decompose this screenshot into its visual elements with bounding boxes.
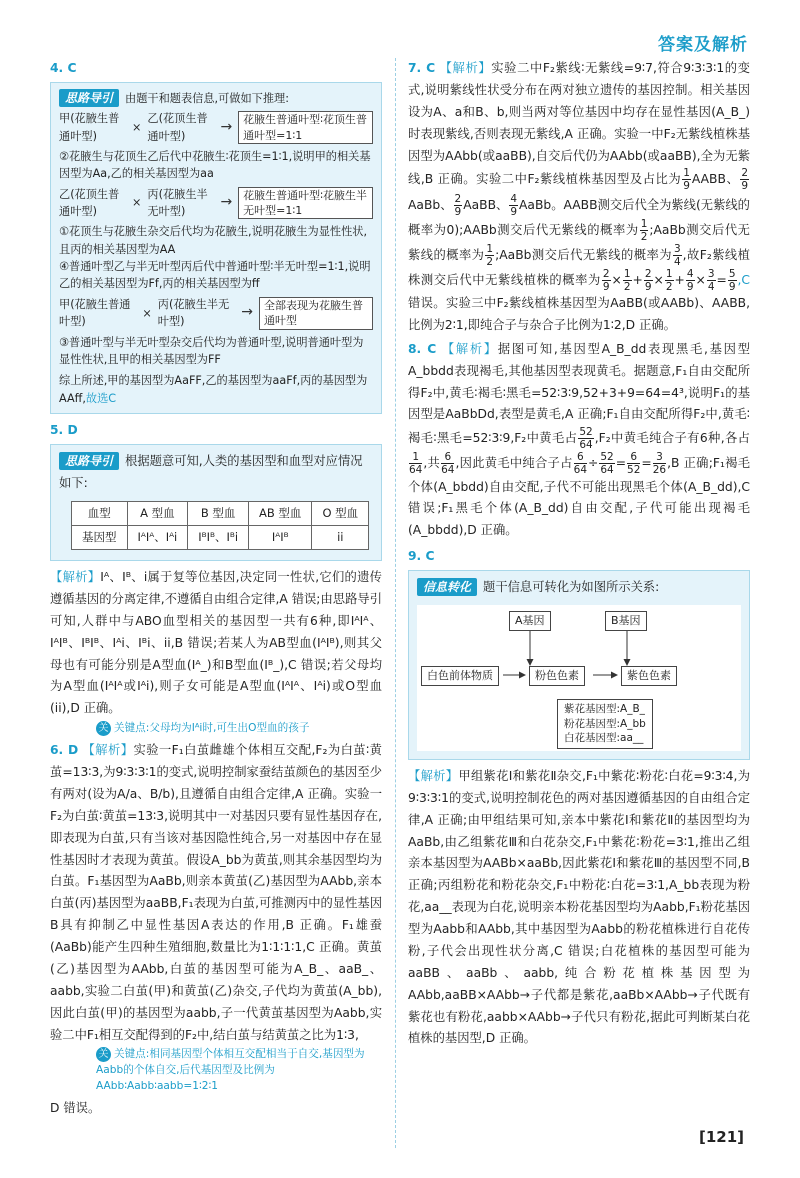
q4-step4: ④普通叶型乙与半无叶型丙后代中普通叶型∶半无叶型=1∶1,说明乙的相关基因型为Ff,丙的相关基因型为ff	[59, 260, 371, 291]
q7-text: 实验二中F₂紫线∶无紫线=9∶7,符合9∶3∶3∶1的变式,说明紫线性状受分布在两对独立遗传的基因控制。相关基因设为A、a和B、b,则当两对等位基因中均存在显性基因(A_B_)时表现紫线,否则表现无紫线,A 正确。实验一中F₂无紫线植株基因型为AAbb(或aaBB),自交后代仍为AAbb(或aaBB),全为无紫线,B 正确。实验二中F₂紫线植株基因型及占比为	[408, 61, 750, 187]
gene-a-box: A基因	[509, 611, 551, 631]
q4-cross3-p1: 甲(花腋生普通叶型)	[59, 297, 131, 329]
q7-text: ;AaBb测交后代无紫线的概率为	[495, 247, 672, 262]
q9-analysis-text: 甲组紫花Ⅰ和紫花Ⅱ杂交,F₁中紫花∶粉花∶白花=9∶3∶4,为9∶3∶3∶1的变式,说明控制花色的两对基因遵循基因的自由组合定律,A 正确;由甲组结果可知,亲本中紫花Ⅰ和紫花Ⅱ的基因型均为AaBb,由乙组紫花Ⅲ和白花杂交,F₁中紫花∶粉花=3∶1,推出乙组亲本基因型为AABb×aaBb,因此紫花Ⅰ和紫花Ⅲ的基因型不同,B 正确;丙组粉花和粉花杂交,F₁中粉花∶白花=3∶1,A_bb表现为粉花,aa__表现为白花,说明亲本粉花基因型均为Aabb,F₁粉花基因型为Aabb和AAbb,其中基因型为Aabb的粉花植株进行自花传粉,子代会出现性状分离,C 错误;白花植株的基因型可能为aaBB、aaBb、aabb,纯合粉花植株基因型为AAbb,aaBB×AAbb→子代都是紫花,aaBb×AAbb→子代既有紫花也有粉花,aabb×AAbb→子代只有粉花,据此可判断某白花植株的基因型,D 正确。	[408, 768, 750, 1046]
fraction: $\frac{2}{9}$	[602, 267, 610, 293]
q8-analysis: 8. C 【解析】据图可知,基因型A_B_dd表现黑毛,基因型A_bbdd表现褐毛,其他基因型表现黄毛。据题意,F₁自由交配所得F₂中,黄毛∶褐毛∶黑毛=52∶3∶9,52+3+9=64=4³,说明F₁的基因型是AaBbDd,表型是黄毛,A 正确;F₁自由交配所得F₂中,黄毛∶褐毛∶黑毛=52∶3∶9,F₂中黄毛占 $\frac{52}{64}$ ,F₂中黄毛纯合子有6种,各占 $\frac{1}{64}$ ,共 $\frac{6}{64}$ ,因此黄毛中纯合子占 $\frac{6}{64}$ ÷ $\frac{52}{64}$ = $\frac{6}{52}$ = $\frac{3}{26}$ ,B 正确;F₁褐毛个体(A_bbdd)自由交配,子代不可能出现黑毛个体(A_B_dd),C 错误;F₁黑毛个体(A_B_dd)自由交配,子代可能出现褐毛(A_bbdd),D 正确。	[408, 341, 750, 538]
genotype: AaBB、	[463, 197, 509, 212]
q5-analysis-text: Iᴬ、Iᴮ、i属于复等位基因,决定同一性状,它们的遗传遵循基因的分离定律,不遵循自由组合定律,A 错误;由思路导引可知,人群中与ABO血型相关的基因型一共有6种,即IᴬIᴬ、IᴬIᴮ、IᴮIᴮ、Iᴬi、Iᴮi、ii,B 错误;若某人为AB型血(IᴬIᴮ),则其父母也有可能分别是A型血(Iᴬ_)和B型血(Iᴮ_),C 错误;若父母均为A型血(IᴬIᴬ或Iᴬi),则子女可能是A型血(IᴬIᴬ、Iᴬi)或O型血(ii),D 正确。	[50, 570, 382, 716]
fraction: $\frac{1}{64}$	[409, 451, 423, 477]
q7-text: ,故F₂紫线植株测交后代中无紫线植株的概率为	[408, 247, 750, 287]
q4-guide-tag: 思路导引	[59, 89, 119, 107]
table-header-row	[72, 501, 369, 525]
key-icon: 关	[96, 721, 111, 736]
table-cell: IᴬIᴮ	[249, 525, 312, 549]
genotype: AABB、	[691, 172, 740, 187]
genotype: AaBb。	[519, 197, 564, 212]
q8-text: ,共	[423, 456, 441, 471]
q4-cross3-result: 全部表现为花腋生普通叶型	[259, 297, 373, 330]
q7-text: ,C	[737, 272, 750, 287]
q9-intro: 题干信息可转化为如图所示关系:	[483, 580, 660, 594]
q4-guide-box	[50, 82, 382, 414]
q9-number: 9. C	[408, 549, 435, 564]
q4-cross1-result: 花腋生普通叶型∶花顶生普通叶型=1∶1	[238, 111, 373, 144]
fraction: $\frac{1}{2}$	[640, 217, 648, 243]
genotype-box	[557, 699, 653, 749]
table-header: AB 型血	[249, 501, 312, 525]
blood-type-table	[71, 501, 369, 551]
q4-step2: ②花腋生与花顶生乙后代中花腋生∶花顶生=1∶1,说明甲的相关基因型为Aa,乙的相关基因型为aa	[59, 149, 371, 181]
precursor-box: 白色前体物质	[421, 666, 499, 686]
arrow-right-icon: →	[220, 118, 233, 135]
table-row	[72, 525, 369, 549]
fraction: $\frac{3}{26}$	[652, 451, 667, 477]
q4-summary: 综上所述,甲的基因型为AaFF,乙的基因型为aaFf,丙的基因型为AAff,	[59, 374, 368, 405]
q4-cross3	[59, 296, 373, 331]
q8-text: ,因此黄毛中纯合子占	[455, 456, 573, 471]
q5-keypoint	[50, 721, 382, 737]
q7-text: ;AaBb测交后代无紫线的概率为	[408, 222, 750, 262]
table-header: B 型血	[188, 501, 249, 525]
q4-cross2-result: 花腋生普通叶型∶花腋生半无叶型=1∶1	[238, 187, 373, 220]
q5-intro: 根据题意可知,人类的基因型和血型对应情况如下:	[59, 453, 363, 490]
q4-cross2-p2: 丙(花腋生半无叶型)	[147, 187, 208, 219]
q8-text: ,F₂中黄毛纯合子有6种,各占	[594, 431, 750, 446]
q4-step3: ③普通叶型与半无叶型杂交后代均为普通叶型,说明普通叶型为显性性状,且甲的相关基因型为FF	[59, 335, 364, 366]
q4-cross2	[59, 186, 373, 221]
fraction: $\frac{6}{64}$	[441, 451, 455, 477]
genotype: AaBb、	[408, 197, 453, 212]
q4-cross3-p2: 丙(花腋生半无叶型)	[157, 297, 230, 329]
q9-analysis	[408, 766, 750, 1050]
analysis-tag: 【解析】	[441, 341, 498, 356]
q4-cross2-p1: 乙(花顶生普通叶型)	[59, 187, 120, 219]
gene-b-box: B基因	[605, 611, 647, 631]
fraction: $\frac{1}{2}$	[665, 267, 673, 293]
fraction: $\frac{3}{4}$	[673, 242, 681, 268]
header-title: 答案及解析	[658, 35, 748, 55]
q5-analysis	[50, 567, 382, 720]
page-number-value: 121	[705, 1128, 738, 1146]
q9-info-tag: 信息转化	[417, 578, 477, 596]
fraction: $\frac{5}{9}$	[728, 267, 736, 293]
q4-cross1	[59, 110, 373, 145]
fraction: $\frac{6}{52}$	[627, 451, 641, 477]
arrow-right-icon: →	[241, 304, 253, 321]
fraction: $\frac{52}{64}$	[579, 426, 593, 452]
table-header: 血型	[72, 501, 128, 525]
table-cell: IᴮIᴮ、Iᴮi	[188, 525, 249, 549]
fraction: $\frac{2}{9}$	[454, 192, 462, 218]
right-column	[408, 58, 750, 1050]
analysis-tag: 【解析】	[408, 768, 459, 783]
genotype-line: 紫花基因型:A_B_	[564, 702, 645, 715]
q9-info-box	[408, 570, 750, 760]
q7-number: 7. C	[408, 61, 436, 75]
q5-guide-tag: 思路导引	[59, 452, 119, 470]
analysis-tag: 【解析】	[82, 743, 134, 758]
analysis-tag: 【解析】	[439, 61, 492, 75]
q5-guide-box	[50, 444, 382, 561]
fraction: $\frac{1}{2}$	[623, 267, 631, 293]
q6-analysis-text: 实验一F₁白茧雌雄个体相互交配,F₂为白茧∶黄茧=13∶3,为9∶3∶3∶1的变式,说明控制家蚕结茧颜色的基因至少有两对(设为A/a、B/b),且遵循自由组合定律,A 正确。实验一F₂为白茧∶黄茧=13∶3,说明其中一对基因只要有显性基因存在,即表现为白茧,只有当该对基因隐性纯合,另一对基因中存在显性基因时才表现为黄茧。假设A_bb为黄茧,则其余基因型均为白茧。F₁基因型为AaBb,则亲本黄茧(乙)基因型为AAbb,亲本白茧(丙)基因型为aaBB,F₁表现为白茧,可推测丙中的显性基因B具有抑制乙中显性基因A表达的作用,B 正确。F₁雄蚕(AaBb)能产生四种生殖细胞,数量比为1∶1∶1∶1,C 正确。黄茧(乙)基因型为AAbb,白茧的基因型可能为A_B_、aaB_、aabb,实验二白茧(甲)和黄茧(乙)杂交,子代均为黄茧(A_bb),因此白茧(甲)的基因型为aabb,子一代黄茧基因型为Aabb,实验二中F₁相互交配得到的F₂中,结白茧与结黄茧之比为1∶3,	[50, 743, 382, 1042]
q8-number: 8. C	[408, 341, 437, 356]
q6-keypoint	[50, 1047, 382, 1095]
q6-keypoint-text: 相同基因型个体相互交配相当于自交,基因型为Aabb的个体自交,后代基因型及比例为AAbb∶Aabb∶aabb=1∶2∶1	[96, 1048, 365, 1093]
page-number: [121]	[698, 1128, 744, 1146]
cross-sign: ×	[142, 306, 152, 320]
q5-keypoint-text: 父母均为Iᴬi时,可生出O型血的孩子	[149, 722, 310, 735]
analysis-tag: 【解析】	[50, 570, 101, 585]
cross-sign: ×	[132, 196, 142, 210]
genotype-line: 白花基因型:aa__	[564, 732, 644, 745]
table-cell: IᴬIᴬ、Iᴬi	[127, 525, 188, 549]
fraction: $\frac{6}{64}$	[573, 451, 588, 477]
left-column	[50, 58, 382, 1120]
q6-tail: D 错误。	[50, 1101, 101, 1116]
q4-intro: 由题干和题表信息,可做如下推理:	[125, 91, 289, 105]
column-divider	[395, 58, 396, 1148]
keypoint-tag: 关键点:	[114, 1048, 150, 1061]
q6-number: 6. D	[50, 743, 79, 758]
genotype-line: 粉花基因型:A_bb	[564, 717, 646, 730]
cross-sign: ×	[132, 120, 142, 134]
q7-text: 错误。实验三中F₂紫线植株基因型为AaBB(或AABb)、AABB,比例为2∶1,即纯合子与杂合子比例为1∶2,D 正确。	[408, 296, 750, 332]
flower-color-diagram	[417, 605, 741, 751]
fraction: $\frac{2}{9}$	[644, 267, 652, 293]
fraction: $\frac{1}{2}$	[486, 242, 494, 268]
fraction: $\frac{2}{9}$	[741, 167, 748, 193]
fraction: $\frac{4}{9}$	[686, 267, 694, 293]
q4-cross1-p2: 乙(花顶生普通叶型)	[147, 112, 208, 143]
q8-text: ,B 正确;F₁褐毛个体(A_bbdd)自由交配,子代不可能出现黑毛个体(A_B_dd),C 错误;F₁黑毛个体(A_B_dd)自由交配,子代可能出现褐毛(A_bbdd),D 正确。	[408, 456, 750, 538]
q8-text: 据图可知,基因型A_B_dd表现黑毛,基因型A_bbdd表现褐毛,其他基因型表现黄毛。据题意,F₁自由交配所得F₂中,黄毛∶褐毛∶黑毛=52∶3∶9,52+3+9=64=4³,说明F₁的基因型是AaBbDd,表型是黄毛,A 正确;F₁自由交配所得F₂中,黄毛∶褐毛∶黑毛=52∶3∶9,F₂中黄毛占	[408, 341, 750, 446]
fraction: $\frac{4}{9}$	[510, 192, 518, 218]
q7-text: AABB测交后代全为紫线(无紫线的概率为0);AABb测交后代无紫线的概率为	[408, 197, 750, 237]
q7-analysis: 7. C 【解析】实验二中F₂紫线∶无紫线=9∶7,符合9∶3∶3∶1的变式,说明紫线性状受分布在两对独立遗传的基因控制。相关基因设为A、a和B、b,则当两对等位基因中均存在显性基因(A_B_)时表现紫线,否则表现无紫线,A 正确。实验一中F₂无紫线植株基因型为AAbb(或aaBB),自交后代仍为AAbb(或aaBB),全为无紫线,B 正确。实验二中F₂紫线植株基因型及占比为 $\frac{1}{9}$ AABB、 $\frac{2}{9}$ AaBb、 $\frac{2}{9}$ AaBB、 $\frac{4}{9}$ AaBb。AABB测交后代全为紫线(无紫线的概率为0);AABb测交后代无紫线的概率为 $\frac{1}{2}$ ;AaBb测交后代无紫线的概率为 $\frac{1}{2}$ ;AaBb测交后代无紫线的概率为 $\frac{3}{4}$ ,故F₂紫线植株测交后代中无紫线植株的概率为 $\frac{2}{9}$ × $\frac{1}{2}$ + $\frac{2}{9}$ × $\frac{1}{2}$ + $\frac{4}{9}$ × $\frac{3}{4}$ = $\frac{5}{9}$ ,C错误。实验三中F₂紫线植株基因型为AaBB(或AABb)、AABB,比例为2∶1,即纯合子与杂合子比例为1∶2,D 正确。	[408, 61, 750, 332]
table-header: O 型血	[312, 501, 369, 525]
q5-number: 5. D	[50, 422, 78, 437]
q6-analysis	[50, 740, 382, 1046]
q4-cross1-p1: 甲(花腋生普通叶型)	[59, 112, 120, 143]
pink-pigment-box: 粉色色素	[529, 666, 585, 686]
q4-step1: ①花顶生与花腋生杂交后代均为花腋生,说明花腋生为显性性状,且丙的相关基因型为AA	[59, 225, 368, 256]
fraction: $\frac{52}{64}$	[600, 451, 614, 477]
table-header: A 型血	[127, 501, 188, 525]
fraction: $\frac{1}{9}$	[683, 167, 690, 193]
q4-number: 4. C	[50, 61, 77, 75]
table-cell: ii	[312, 525, 369, 549]
fraction: $\frac{3}{4}$	[707, 267, 715, 293]
keypoint-tag: 关键点:	[114, 722, 150, 735]
arrow-right-icon: →	[220, 194, 233, 211]
q4-answer: 故选C	[85, 391, 117, 405]
key-icon: 关	[96, 1047, 111, 1062]
purple-pigment-box: 紫色色素	[621, 666, 677, 686]
table-row-label: 基因型	[72, 525, 128, 549]
